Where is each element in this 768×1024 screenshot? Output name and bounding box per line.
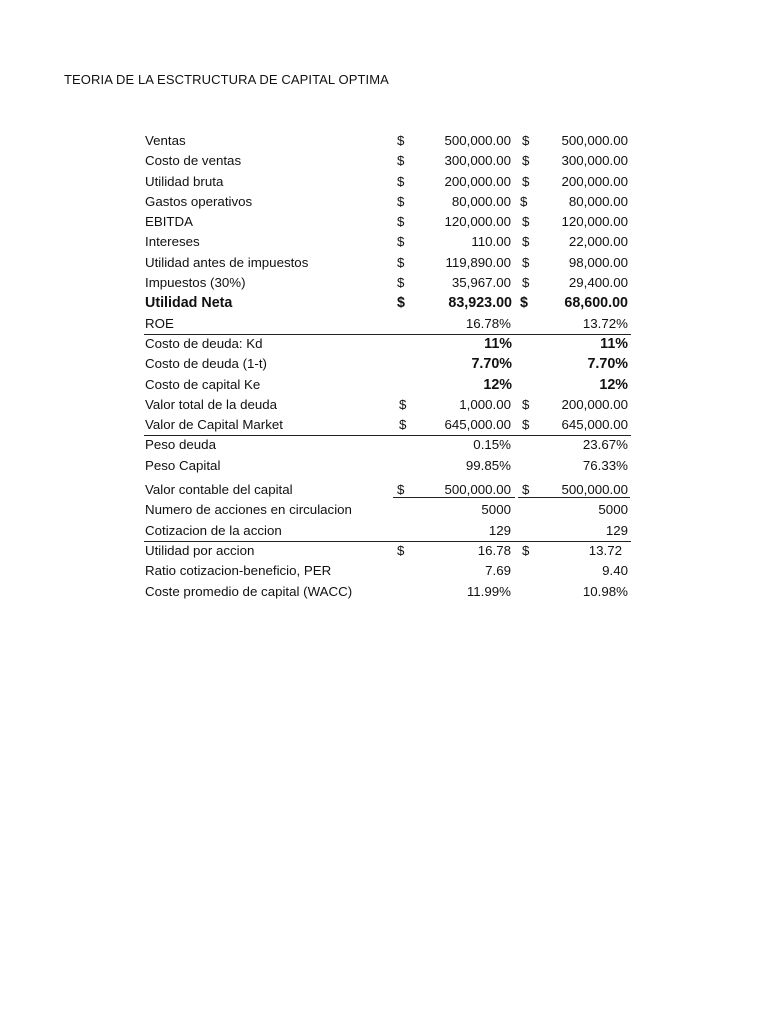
row-label: EBITDA [145,214,194,230]
value-scenario-1: 7.69 [485,563,511,579]
value-scenario-1: 83,923.00 [448,295,512,312]
row-label: Utilidad por accion [145,542,255,558]
row-peso-deuda [144,435,634,455]
row-peso-capital [144,456,634,476]
value-scenario-1: 110.00 [471,234,511,250]
currency-symbol: $ [399,396,407,412]
row-intereses [144,232,634,252]
value-scenario-2: 120,000.00 [561,214,628,230]
capital-structure-table [144,131,634,602]
row-label: Utilidad bruta [145,173,224,189]
value-scenario-2: 68,600.00 [564,295,628,312]
value-scenario-1: 1,000.00 [459,396,511,412]
value-scenario-2: 500,000.00 [561,133,628,148]
currency-symbol: $ [397,234,405,250]
value-scenario-1: 129 [488,522,511,538]
value-scenario-2: 76.33% [582,457,628,473]
row-label: Costo de capital Ke [145,376,261,392]
value-scenario-2: 300,000.00 [561,153,628,169]
row-utilidad-neta [144,293,634,313]
value-scenario-2: 5000 [598,502,628,518]
value-scenario-2: 9.40 [602,563,628,579]
value-scenario-2: 7.70% [587,356,628,373]
currency-symbol: $ [397,153,405,169]
row-impuestos [144,273,634,293]
value-scenario-1: 500,000.00 [444,133,511,148]
value-scenario-2: 500,000.00 [561,482,628,498]
value-scenario-1: 99.85% [465,457,511,473]
value-scenario-2: 23.67% [582,437,628,453]
value-scenario-1: 500,000.00 [444,482,511,498]
value-scenario-2: 98,000.00 [568,254,628,270]
value-scenario-1: 119,890.00 [445,254,511,270]
row-numero-acciones [144,500,634,520]
value-scenario-1: 16.78% [465,315,511,331]
value-scenario-1: 7.70% [471,356,512,373]
value-scenario-1: 5000 [481,502,511,518]
row-valor-contable-capital [144,480,634,500]
currency-symbol: $ [522,254,530,270]
currency-symbol: $ [397,173,405,189]
value-scenario-1: 35,967.00 [451,275,511,291]
currency-symbol: $ [520,193,528,209]
row-ventas [144,131,634,151]
underline [518,497,630,498]
row-cotizacion-accion [144,521,634,541]
row-gastos-operativos [144,192,634,212]
row-label: Numero de acciones en circulacion [145,502,352,518]
row-ebitda [144,212,634,232]
row-utilidad-por-accion [144,541,634,561]
row-label: Valor de Capital Market [145,417,283,433]
row-label: Peso Capital [145,457,221,473]
currency-symbol: $ [397,295,405,312]
value-scenario-1: 11.99% [466,583,511,599]
currency-symbol: $ [397,133,405,148]
value-scenario-1: 12% [483,376,512,393]
currency-symbol: $ [522,173,530,189]
currency-symbol: $ [522,214,530,230]
value-scenario-1: 200,000.00 [444,173,511,189]
value-scenario-2: 10.98% [582,583,628,599]
value-scenario-2: 12% [599,376,628,393]
value-scenario-2: 11% [600,335,628,352]
row-label: Impuestos (30%) [145,275,246,291]
currency-symbol: $ [399,417,407,433]
row-wacc [144,582,634,602]
row-label: Coste promedio de capital (WACC) [145,583,353,599]
currency-symbol: $ [522,417,530,433]
currency-symbol: $ [397,214,405,230]
currency-symbol: $ [397,482,405,498]
currency-symbol: $ [522,234,530,250]
currency-symbol: $ [520,295,528,312]
row-label: Utilidad antes de impuestos [145,254,309,270]
row-label: Utilidad Neta [145,295,233,312]
value-scenario-2: 13.72 [588,542,622,558]
value-scenario-1: 11% [484,335,512,352]
value-scenario-2: 200,000.00 [561,396,628,412]
row-label: ROE [145,315,174,331]
value-scenario-2: 645,000.00 [561,417,628,433]
value-scenario-1: 645,000.00 [444,417,511,433]
currency-symbol: $ [397,254,405,270]
currency-symbol: $ [522,133,530,148]
value-scenario-1: 80,000.00 [451,193,511,209]
row-label: Gastos operativos [145,193,253,209]
currency-symbol: $ [522,396,530,412]
value-scenario-2: 200,000.00 [561,173,628,189]
row-label: Valor contable del capital [145,482,293,498]
currency-symbol: $ [522,275,530,291]
value-scenario-2: 129 [605,522,628,538]
row-costo-deuda-1-t [144,354,634,374]
value-scenario-2: 80,000.00 [568,193,628,209]
currency-symbol: $ [522,482,530,498]
row-costo-capital-ke [144,375,634,395]
currency-symbol: $ [397,275,405,291]
currency-symbol: $ [522,153,530,169]
value-scenario-2: 29,400.00 [568,275,628,291]
underline [393,497,515,498]
value-scenario-1: 16.78 [477,542,511,558]
value-scenario-2: 13.72% [582,315,628,331]
row-label: Valor total de la deuda [145,396,278,412]
row-ratio-per [144,561,634,581]
row-valor-total-deuda [144,395,634,415]
value-scenario-1: 300,000.00 [444,153,511,169]
row-label: Ratio cotizacion-beneficio, PER [145,563,332,579]
row-valor-capital-market [144,415,634,435]
currency-symbol: $ [522,542,530,558]
currency-symbol: $ [397,542,405,558]
document-title: TEORIA DE LA ESCTRUCTURA DE CAPITAL OPTIMA [64,72,389,87]
row-costo-deuda-kd [144,334,634,354]
row-label: Costo de ventas [145,153,242,169]
row-label: Costo de deuda (1-t) [145,356,267,372]
row-costo-ventas [144,151,634,171]
row-label: Costo de deuda: Kd [145,335,263,351]
value-scenario-2: 22,000.00 [568,234,628,250]
row-roe [144,314,634,334]
value-scenario-1: 0.15% [473,437,511,453]
row-utilidad-bruta [144,172,634,192]
row-utilidad-antes-impuestos [144,253,634,273]
row-label: Intereses [145,234,200,250]
row-label: Peso deuda [145,437,216,453]
currency-symbol: $ [397,193,405,209]
row-label: Cotizacion de la accion [145,522,282,538]
value-scenario-1: 120,000.00 [444,214,511,230]
row-label: Ventas [145,133,186,148]
